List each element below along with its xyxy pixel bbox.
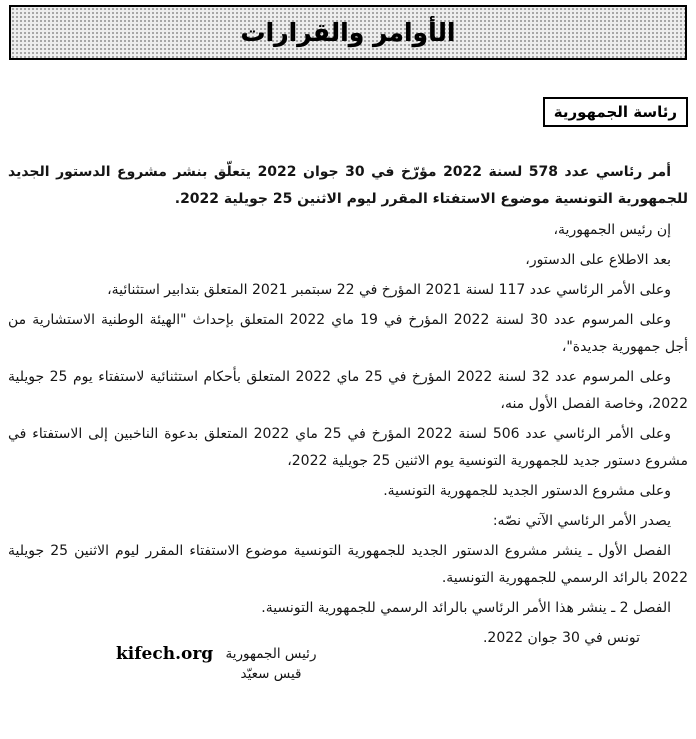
decree-clause: إن رئيس الجمهورية، [553, 222, 671, 238]
orders-decisions-banner [9, 5, 687, 60]
decree-article-2: الفصل 2 ـ ينشر هذا الأمر الرئاسي بالرائد الرسمي للجمهورية التونسية. [261, 600, 671, 616]
decree-date-line: تونس في 30 جوان 2022. [482, 630, 640, 646]
site-watermark: kifech.org [116, 644, 214, 664]
presidency-section-label: رئاسة الجمهورية [553, 103, 677, 121]
decree-article-1: الفصل الأول ـ ينشر مشروع الدستور الجديد للجمهورية التونسية موضوع الاستفتاء المقرر ليوم الاثنين 25 جويلية 2022 بالرائد الرسمي للجمهورية التونسية. [8, 543, 688, 586]
orders-decisions-title: الأوامر والقرارات [240, 18, 456, 47]
presidency-section-box [543, 97, 688, 127]
decree-clause: يصدر الأمر الرئاسي الآتي نصّه: [492, 513, 671, 529]
signature-title: رئيس الجمهورية [225, 646, 317, 662]
signature-name: قيس سعيّد [240, 666, 302, 682]
decree-body [8, 159, 688, 655]
decree-clause: بعد الاطلاع على الدستور، [525, 252, 671, 268]
decree-clause: وعلى الأمر الرئاسي عدد 506 لسنة 2022 المؤرخ في 25 ماي 2022 المتعلق بدعوة الناخبين إلى الاستفتاء في مشروع دستور جديد للجمهورية التونسية يوم الاثنين 25 جويلية 2022، [8, 426, 688, 469]
signature-block [212, 644, 330, 684]
decree-clause: وعلى المرسوم عدد 30 لسنة 2022 المؤرخ في 19 ماي 2022 المتعلق بإحداث "الهيئة الوطنية الاستشارية من أجل جمهورية جديدة"، [8, 312, 688, 355]
decree-intro-paragraph: أمر رئاسي عدد 578 لسنة 2022 مؤرّخ في 30 جوان 2022 يتعلّق بنشر مشروع الدستور الجديد للجمهورية التونسية موضوع الاستفتاء المقرر ليوم الاثنين 25 جويلية 2022. [8, 164, 688, 207]
decree-clause: وعلى مشروع الدستور الجديد للجمهورية التونسية. [383, 483, 671, 499]
decree-clause: وعلى الأمر الرئاسي عدد 117 لسنة 2021 المؤرخ في 22 سبتمبر 2021 المتعلق بتدابير استثنائية، [107, 282, 671, 298]
decree-clause: وعلى المرسوم عدد 32 لسنة 2022 المؤرخ في 25 ماي 2022 المتعلق بأحكام استثنائية لاستفتاء يوم 25 جويلية 2022، وخاصة الفصل الأول منه، [8, 369, 688, 412]
